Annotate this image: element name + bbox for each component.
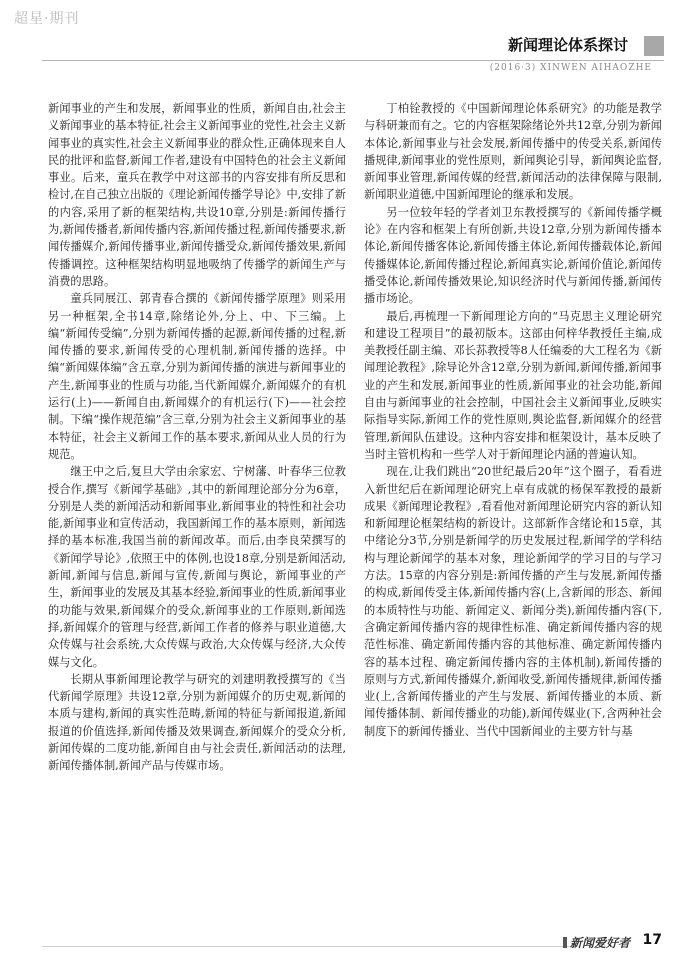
magazine-name: 新闻爱好者 [569,936,630,950]
paragraph: 新闻事业的产生和发展，新闻事业的性质，新闻自由,社会主义新闻事业的基本特征,社会主义新闻事业的党性,社会主义新闻事业的真实性,社会主义新闻事业的群众性,正确体现来自人民的批评和监督,新闻工作者,建设有中国特色的社会主义新闻事业。后来，童兵在教学中对这部书的内容安排有所反思和检讨,在自己独立出版的《理论新闻传播学导论》中,安排了新的内容,采用了新的框架结构,共设10章,分别是:新闻传播行为,新闻传播者,新闻传播内容,新闻传播过程,新闻传播要求,新闻传播媒介,新闻传播事业,新闻传播受众,新闻传播效果,新闻传播调控。这种框架结构明显地吸纳了传播学的新闻生产与消费的思路。 [48,102,346,288]
paragraph: 继王中之后,复旦大学由余家宏、宁树藩、叶春华三位教授合作,撰写《新闻学基础》,其中的新闻理论部分分为6章，分别是人类的新闻活动和新闻事业,新闻事业的特性和社会功能,新闻事业和宣传活动，我国新闻工作的基本原则，新闻选择的基本标准,我国当前的新闻改革。而后,由李良荣撰写的《新闻学导论》,依照王中的体例,也设18章,分别是新闻活动,新闻,新闻与信息,新闻与宣传,新闻与舆论，新闻事业的产生，新闻事业的发展及其基本经验,新闻事业的性质,新闻事业的功能与效果,新闻媒介的受众,新闻事业的工作原则,新闻选择,新闻媒介的管理与经营,新闻工作者的修养与职业道德,大众传媒与社会系统,大众传媒与政治,大众传媒与经济,大众传媒与文化。 [48,465,346,669]
magazine-logo [563,934,630,951]
corner-marker [644,36,664,56]
journal-watermark: 超星·期刊 [14,11,80,27]
section-title: 新闻理论体系探讨 [507,36,628,54]
paragraph: 童兵同展江、郭青春合撰的《新闻传播学原理》则采用另一种框架,全书14章,除绪论外,分上、中、下三编。上编“新闻传受编”,分别为新闻传播的起源,新闻传播的过程,新闻传播的要求,新闻传受的心理机制,新闻传播的选择。中编“新闻媒体编”含五章,分别为新闻传播的演进与新闻事业的产生,新闻事业的性质与功能,当代新闻媒介,新闻媒介的有机运行(上)——新闻自由,新闻媒介的有机运行(下)——社会控制。下编“操作规范编”含三章,分别为社会主义新闻事业的基本特征，社会主义新闻工作的基本要求,新闻从业人员的行为规范。 [48,292,346,461]
page-top-strip [0,0,700,34]
paragraph: 另一位较年轻的学者刘卫东教授撰写的《新闻传播学概论》在内容和框架上有所创新,共设12章,分别为新闻传播本体论,新闻传播客体论,新闻传播主体论,新闻传播载体论,新闻传播媒体论,新闻传播过程论,新闻真实论,新闻价值论,新闻传播受体论,新闻传播效果论,知识经济时代与新闻传播,新闻传播市场论。 [364,205,662,306]
paragraph: 现在,让我们跳出“20世纪最后20年”这个圈子，看看进入新世纪后在新闻理论研究上卓有成就的杨保军教授的最新成果《新闻理论教程》,看看他对新闻理论研究内容的新认知和新闻理论框架结构的新设计。这部新作含绪论和15章，其中绪论分3节,分别是新闻学的历史发展过程,新闻学的学科结构与理论新闻学的基本对象，理论新闻学的学习目的与学习方法。15章的内容分别是:新闻传播的产生与发展,新闻传播的构成,新闻传受主体,新闻传播内容(上,含新闻的形态、新闻的本质特性与功能、新闻定义、新闻分类),新闻传播内容(下,含确定新闻传播内容的规律性标准、确定新闻传播内容的规范性标准、确定新闻传播内容的其他标准、确定新闻传播内容的基本过程、确定新闻传播内容的主体机制),新闻传播的原则与方式,新闻传播媒介,新闻收受,新闻传播规律,新闻传播业(上,含新闻传播业的产生与发展、新闻传播业的本质、新闻传播体制、新闻传播业的功能),新闻传媒业(下,含两种社会制度下的新闻传播业、当代中国新闻业的主要方针与基 [364,465,662,738]
article-body [48,100,662,930]
left-column [48,100,346,930]
issue-info: (2016·3) XINWEN AIHAOZHE [489,63,652,73]
paragraph: 丁柏铨教授的《中国新闻理论体系研究》的功能是教学与科研兼而有之。它的内容框架除绪论外共12章,分别为新闻本体论,新闻事业与社会发展,新闻传播中的传受关系,新闻传播规律,新闻事业的党性原则，新闻舆论引导，新闻舆论监督,新闻事业管理,新闻传媒的经营,新闻活动的法律保障与限制,新闻职业道德,中国新闻理论的继承和发展。 [364,102,662,202]
right-column [364,100,662,930]
logo-bar-icon [563,937,567,948]
footer-divider [42,946,580,947]
paragraph: 最后,再梳理一下新闻理论方向的“马克思主义理论研究和建设工程项目”的最初版本。这部由何梓华教授任主编,成美教授任副主编、邓长荪教授等8人任编委的大工程名为《新闻理论教程》,除导论外含12章,分别为新闻,新闻传播,新闻事业的产生和发展,新闻事业的性质,新闻事业的社会功能,新闻自由与新闻事业的社会控制，中国社会主义新闻事业,反映实际指导实际,新闻工作的党性原则,舆论监督,新闻媒介的经营管理,新闻队伍建设。这种内容安排和框架设计，基本反映了当时主管机构和一些学人对于新闻理论内涵的普遍认知。 [364,309,662,461]
paragraph: 长期从事新闻理论教学与研究的刘建明教授撰写的《当代新闻学原理》共设12章,分别为新闻媒介的历史观,新闻的本质与建构,新闻的真实性范畴,新闻的特征与新闻报道,新闻报道的价值选择,新闻传播及效果调查,新闻媒介的受众分析,新闻传媒的二度功能,新闻自由与社会责任,新闻活动的法理,新闻传播体制,新闻产品与传媒市场。 [48,672,346,773]
page-number: 17 [642,932,662,948]
header-divider [42,60,664,61]
